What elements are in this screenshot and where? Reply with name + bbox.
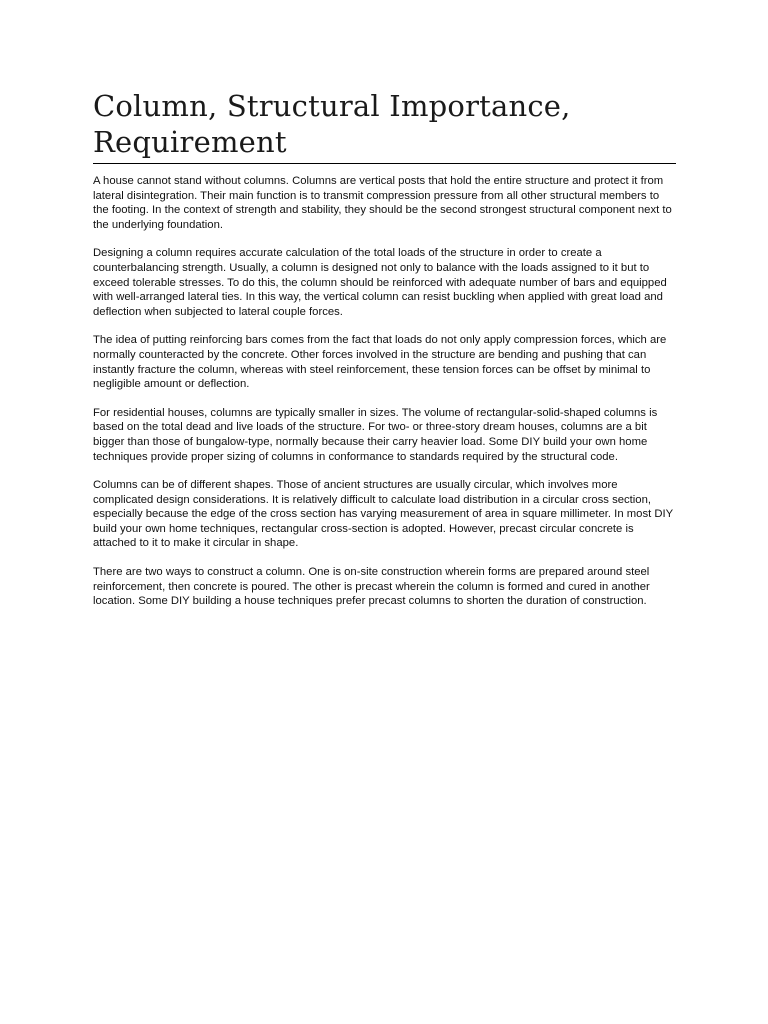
paragraph-2: Designing a column requires accurate calculation of the total loads of the structure in order to create a counterbalancing strength. Usually, a column is designed not only to balance with the loads assigned to it but to exceed tolerable stresses. To do this, the column should be reinforced with adequate number of bars and equipped with well-arranged lateral ties. In this way, the vertical column can resist buckling when applied with great load and deflection when subjected to lateral couple forces. — [93, 247, 667, 318]
paragraph-4: For residential houses, columns are typically smaller in sizes. The volume of rectangular-solid-shaped columns is based on the total dead and live loads of the structure. For two- or three-story dream houses, columns are a bit bigger than those of bungalow-type, normally because their carry heavier load. Some DIY build your own home techniques provide proper sizing of columns in conformance to standards required by the structural code. — [93, 406, 658, 463]
title-underline — [93, 163, 676, 164]
paragraph-3: The idea of putting reinforcing bars comes from the fact that loads do not only apply compression forces, which are normally counteracted by the concrete. Other forces involved in the structure are bending and pushing that can instantly fracture the column, whereas with steel reinforcement, these tension forces can be offset by minimal to negligible amount or deflection. — [93, 334, 667, 391]
document-body — [93, 88, 676, 623]
paragraph-5: Columns can be of different shapes. Those of ancient structures are usually circular, which involves more complicated design considerations. It is relatively difficult to calculate load distribution in a circular cross section, especially because the edge of the cross section has varying measurement of area in square millimeter. In most DIY build your own home techniques, rectangular cross-section is adopted. However, precast circular concrete is attached to it to make it circular in shape. — [93, 479, 673, 550]
document-title: Column, Structural Importance, Requirement — [93, 89, 571, 159]
paragraph-6: There are two ways to construct a column. One is on-site construction wherein forms are prepared around steel reinforcement, then concrete is poured. The other is precast wherein the column is formed and cured in another location. Some DIY building a house techniques prefer precast columns to shorten the duration of construction. — [93, 566, 650, 608]
paragraph-1: A house cannot stand without columns. Columns are vertical posts that hold the entire structure and protect it from lateral disintegration. Their main function is to transmit compression pressure from all other structural members to the footing. In the context of strength and stability, they should be the second strongest structural component next to the underlying foundation. — [93, 175, 672, 231]
